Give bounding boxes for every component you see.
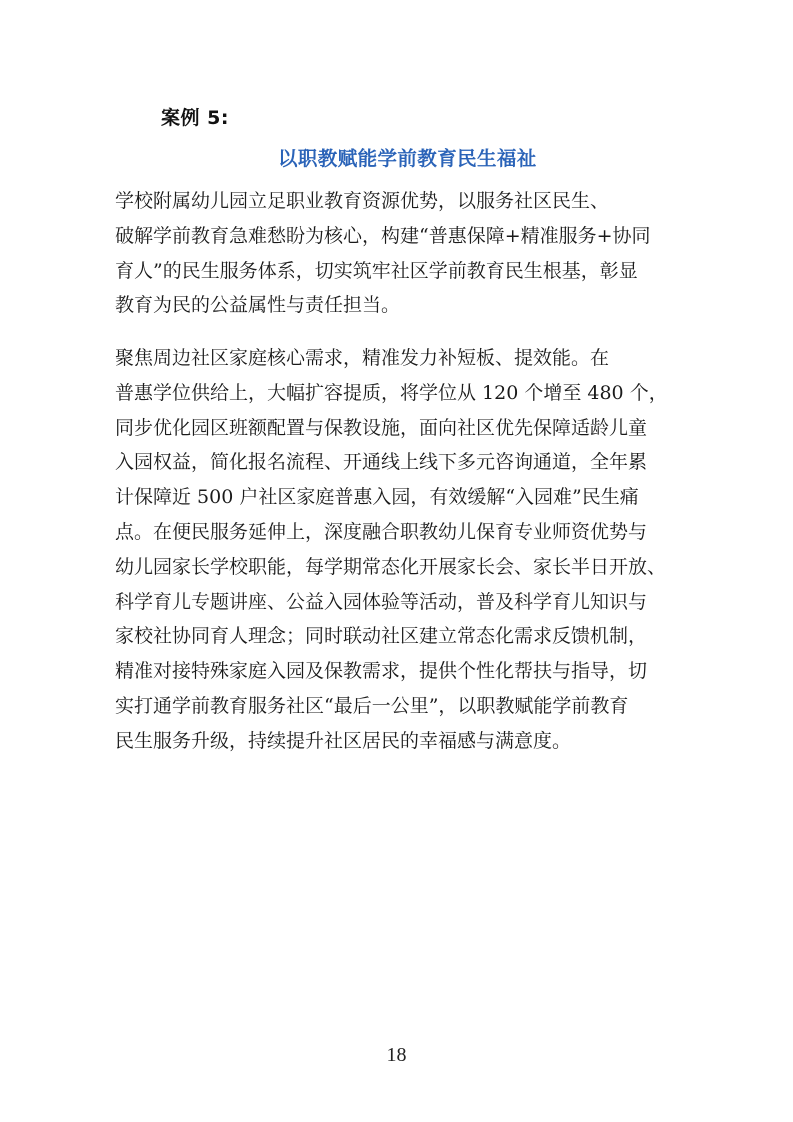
paragraph-line: 精准对接特殊家庭入园及保教需求，提供个性化帮扶与指导，切 (115, 660, 648, 683)
paragraph-line: 聚焦周边社区家庭核心需求，精准发力补短板、提效能。在 (115, 347, 610, 369)
paragraph-line: 民生服务升级，持续提升社区居民的幸福感与满意度。 (115, 729, 572, 752)
page-number: 18 (386, 1044, 407, 1066)
paragraph-line: 教育为民的公益属性与责任担当。 (115, 294, 401, 317)
paragraph-line: 入园权益，简化报名流程、开通线上线下多元咨询通道，全年累 (115, 451, 648, 474)
paragraph-1 (115, 184, 685, 323)
case-title: 以职教赋能学前教育民生福祉 (278, 147, 537, 170)
paragraph-line: 育人”的民生服务体系，切实筑牢社区学前教育民生根基，彰显 (115, 259, 638, 282)
paragraph-line: 普惠学位供给上，大幅扩容提质，将学位从 120 个增至 480 个， (115, 381, 668, 404)
paragraph-line: 实打通学前教育服务社区“最后一公里”，以职教赋能学前教育 (115, 694, 629, 717)
paragraph-line: 计保障近 500 户社区家庭普惠入园，有效缓解“入园难”民生痛 (115, 486, 639, 509)
paragraph-2 (115, 341, 685, 759)
paragraph-line: 家校社协同育人理念；同时联动社区建立常态化需求反馈机制， (115, 625, 648, 648)
case-label: 案例 5: (161, 107, 229, 129)
paragraph-line: 学校附属幼儿园立足职业教育资源优势，以服务社区民生、 (115, 190, 610, 212)
paragraph-line: 同步优化园区班额配置与保教设施，面向社区优先保障适龄儿童 (115, 416, 648, 439)
paragraph-line: 点。在便民服务延伸上，深度融合职教幼儿保育专业师资优势与 (115, 520, 648, 543)
paragraph-line: 科学育儿专题讲座、公益入园体验等活动，普及科学育儿知识与 (115, 590, 648, 613)
paragraph-line: 幼儿园家长学校职能，每学期常态化开展家长会、家长半日开放、 (115, 555, 667, 578)
paragraph-line: 破解学前教育急难愁盼为核心，构建“普惠保障+精准服务+协同 (115, 224, 651, 247)
